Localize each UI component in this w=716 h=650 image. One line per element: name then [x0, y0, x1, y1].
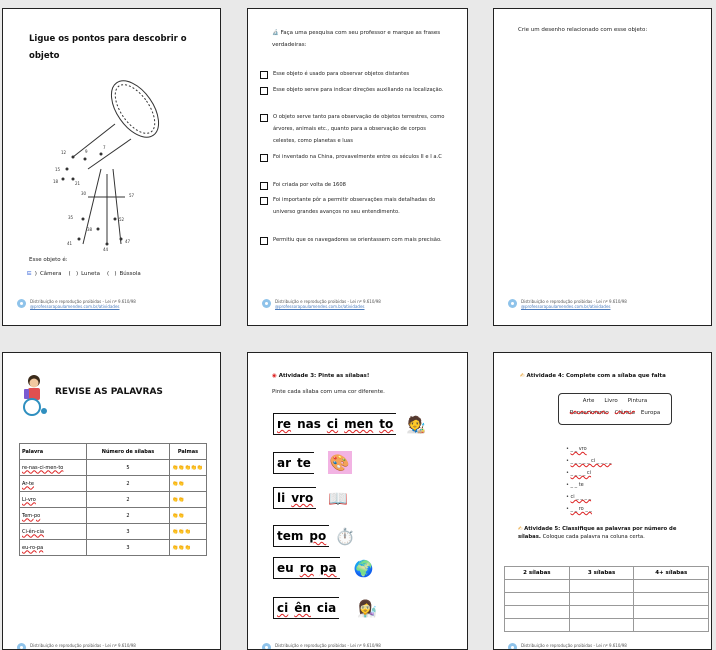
- syllable-box[interactable]: men: [341, 414, 377, 434]
- clap-icons: 👏👏: [170, 508, 207, 524]
- footer-link[interactable]: @professorapaulamendes.com.br/atividades: [275, 304, 365, 309]
- activity-instruction: Pinte cada sílaba com uma cor diferente.: [272, 389, 385, 395]
- svg-text:44: 44: [103, 247, 109, 252]
- statement-row[interactable]: Esse objeto é usado para observar objetos distantes: [260, 68, 450, 80]
- option-mark: ⋿: [27, 271, 32, 277]
- syllable-word-row: [273, 451, 352, 474]
- pencil-icon: ✍: [520, 373, 525, 379]
- syllable-box[interactable]: re: [274, 414, 295, 434]
- page-footer: Distribuição e reprodução proibidas - Lei nº 9.610/98: [508, 643, 627, 650]
- answer-cell[interactable]: [505, 593, 570, 606]
- statement-checkbox[interactable]: [260, 114, 268, 122]
- copyright-icon: [508, 643, 517, 650]
- word-bank-item: Europa: [640, 410, 661, 416]
- answer-cell[interactable]: [505, 606, 570, 619]
- table-row: Ci-ên-cia 3 👏👏👏: [20, 524, 207, 540]
- svg-text:30: 30: [81, 191, 87, 196]
- syllable-box[interactable]: ar: [274, 453, 295, 473]
- page-footer: Distribuição e reprodução proibidas - Lei nº 9.610/98 @professorapaulamendes.com.br/atividades: [508, 299, 627, 309]
- page-footer: Distribuição e reprodução proibidas - Lei nº 9.610/98: [17, 643, 136, 650]
- worksheet-page-3: [493, 8, 712, 326]
- syllable-box[interactable]: vro: [288, 488, 316, 508]
- table-row: re-nas-ci-men-to 5 👏👏👏👏👏: [20, 460, 207, 476]
- column-header: Palavra: [20, 444, 87, 460]
- pencil-icon: ✍: [518, 526, 523, 532]
- clap-icons: 👏👏: [170, 476, 207, 492]
- table-row: [505, 619, 709, 632]
- palette-icon: 🎨: [329, 453, 350, 472]
- drawing-area[interactable]: [508, 41, 698, 291]
- syllable-box[interactable]: to: [376, 414, 396, 434]
- dot-to-dot-telescope-drawing: [43, 79, 183, 254]
- svg-text:21: 21: [75, 181, 81, 186]
- word-bank: [558, 393, 672, 425]
- footer-link[interactable]: @professorapaulamendes.com.br/atividades: [30, 304, 120, 309]
- syllable-word-row: [273, 413, 426, 435]
- drawing-instruction: Crie um desenho relacionado com esse objeto:: [518, 27, 648, 33]
- table-row: eu-ro-pa 3 👏👏👏: [20, 540, 207, 556]
- stopwatch-icon: ⏱️: [335, 526, 356, 546]
- syllable-box[interactable]: ên: [291, 598, 315, 618]
- word-review-table: [19, 443, 207, 556]
- copyright-icon: [262, 299, 271, 308]
- blank-item[interactable]: • ci _ _ _ _: [566, 494, 592, 500]
- option-camera[interactable]: Câmera: [39, 271, 62, 277]
- syllable-box[interactable]: eu: [274, 558, 298, 578]
- table-row: [505, 580, 709, 593]
- option-bussola[interactable]: Bússola: [119, 271, 141, 277]
- blank-item[interactable]: • _ _ _ _ ci: [566, 470, 592, 476]
- syllable-word-row: [273, 525, 355, 547]
- statement-row[interactable]: Foi criada por volta de 1608: [260, 179, 450, 191]
- svg-text:41: 41: [67, 241, 73, 246]
- answer-cell[interactable]: [505, 580, 570, 593]
- table-row: Li-vro 2 👏👏: [20, 492, 207, 508]
- blank-item[interactable]: • _ _ te: [566, 482, 584, 488]
- answer-cell[interactable]: [634, 606, 709, 619]
- activity-title: ◉ Atividade 3: Pinte as sílabas!: [272, 373, 370, 379]
- scientist-icon: 👩‍🔬: [357, 598, 378, 618]
- table-row: Ar-te 2 👏👏: [20, 476, 207, 492]
- syllable-box[interactable]: po: [306, 526, 329, 546]
- table-row: [505, 593, 709, 606]
- classification-table: [504, 566, 709, 632]
- column-header: Palmas: [170, 444, 207, 460]
- answer-options: ⋿ ) Câmera ( ) Luneta ( ) Bússola: [27, 271, 141, 277]
- page-title: Ligue os pontos para descobrir o objeto: [29, 34, 187, 61]
- syllable-word-row: [273, 557, 373, 579]
- clap-icons: 👏👏👏: [170, 540, 207, 556]
- blank-item[interactable]: • _ _ _ _ _ ci _ _ _ _: [566, 458, 612, 464]
- clap-icons: 👏👏👏: [170, 524, 207, 540]
- copyright-icon: [508, 299, 517, 308]
- page-footer: Distribuição e reprodução proibidas - Lei nº 9.610/98 @professorapaulamendes.com.br/atividades: [17, 299, 136, 309]
- syllable-word-row: [273, 487, 348, 509]
- worksheet-page-4: [2, 352, 221, 650]
- statement-row[interactable]: Permitiu que os navegadores se orientassem com mais precisão.: [260, 234, 450, 246]
- answer-cell[interactable]: [634, 619, 709, 632]
- syllable-box[interactable]: ci: [324, 414, 342, 434]
- answer-cell[interactable]: [505, 619, 570, 632]
- activity-5-title: ✍ Atividade 5: Classifique as palavras por número de sílabas. Coloque cada palavra na coluna certa.: [518, 526, 677, 540]
- svg-text:47: 47: [125, 239, 131, 244]
- word-bank-item: Ciência: [614, 410, 635, 416]
- column-header: Número de sílabas: [87, 444, 170, 460]
- answer-cell[interactable]: [634, 593, 709, 606]
- option-luneta[interactable]: Luneta: [81, 271, 100, 277]
- copyright-icon: [262, 643, 271, 650]
- book-icon: 📖: [328, 488, 349, 508]
- statement-checkbox[interactable]: [260, 237, 268, 245]
- statement-row[interactable]: Esse objeto serve para indicar direções auxiliando na localização.: [260, 84, 450, 96]
- worksheet-page-5: [247, 352, 468, 650]
- page-title: REVISE AS PALAVRAS: [55, 387, 163, 397]
- svg-text:9: 9: [85, 149, 88, 154]
- syllable-box[interactable]: cia: [314, 598, 339, 618]
- page-footer: Distribuição e reprodução proibidas - Lei nº 9.610/98 @professorapaulamendes.com.br/atividades: [262, 299, 381, 309]
- statement-checkbox[interactable]: [260, 71, 268, 79]
- blank-item[interactable]: • _ _ ro _ _: [566, 506, 592, 512]
- worksheet-page-2: [247, 8, 468, 326]
- svg-text:15: 15: [55, 167, 61, 172]
- answer-cell[interactable]: [569, 606, 634, 619]
- svg-text:57: 57: [129, 193, 135, 198]
- word-bank-item: Livro: [604, 398, 618, 404]
- svg-text:12: 12: [61, 150, 67, 155]
- syllable-box[interactable]: nas: [294, 414, 325, 434]
- research-instruction: 🔬 Faça uma pesquisa com seu professor e marque as frases verdadeiras:: [272, 30, 441, 48]
- answer-cell[interactable]: [569, 619, 634, 632]
- statement-row[interactable]: Foi importante pôr a permitir observações mais detalhadas do universo grandes avanços no seu entendimento.: [260, 194, 450, 218]
- copyright-icon: [17, 643, 26, 650]
- worksheet-page-6: [493, 352, 712, 650]
- word-bank-item: Renascimento: [569, 410, 609, 416]
- statement-row[interactable]: O objeto serve tanto para observação de objetos terrestres, como árvores, animais etc., quanto para a observação de corpos celestes, como planetas e luas: [260, 111, 450, 147]
- svg-text:35: 35: [68, 215, 74, 220]
- statement-row[interactable]: Foi inventado na China, provavelmente entre os séculos II e I a.C: [260, 151, 450, 163]
- copyright-icon: [17, 299, 26, 308]
- syllable-box[interactable]: ro: [297, 558, 318, 578]
- svg-text:18: 18: [53, 179, 59, 184]
- student-wheelchair-illustration: [19, 373, 49, 417]
- page-footer: Distribuição e reprodução proibidas - Lei nº 9.610/98: [262, 643, 381, 650]
- syllable-box[interactable]: li: [274, 488, 289, 508]
- column-header: 3 sílabas: [569, 567, 634, 580]
- research-icon: 🔬: [272, 30, 279, 36]
- column-header: 2 sílabas: [505, 567, 570, 580]
- answer-cell[interactable]: [569, 580, 634, 593]
- globe-icon: 🌍: [353, 558, 374, 578]
- syllable-box[interactable]: tem: [274, 526, 307, 546]
- column-header: 4+ sílabas: [634, 567, 709, 580]
- syllable-word-row: [273, 597, 377, 619]
- svg-text:38: 38: [87, 227, 93, 232]
- svg-text:7: 7: [103, 145, 106, 150]
- fill-blank-list: [566, 443, 612, 515]
- syllable-box[interactable]: te: [294, 453, 314, 473]
- painter-icon: 🧑‍🎨: [406, 414, 427, 434]
- worksheet-page-1: [2, 8, 221, 326]
- syllable-box[interactable]: ci: [274, 598, 292, 618]
- answer-cell[interactable]: [569, 593, 634, 606]
- question-label: Esse objeto é:: [29, 257, 68, 263]
- table-row: [505, 606, 709, 619]
- clap-icons: 👏👏: [170, 492, 207, 508]
- blank-item[interactable]: • _ _ vro: [566, 446, 587, 452]
- answer-cell[interactable]: [634, 580, 709, 593]
- footer-link[interactable]: @professorapaulamendes.com.br/atividades: [521, 304, 611, 309]
- table-row: Tem-po 2 👏👏: [20, 508, 207, 524]
- word-bank-item: Arte: [582, 398, 595, 404]
- statement-checkbox[interactable]: [260, 87, 268, 95]
- target-icon: ◉: [272, 373, 277, 379]
- statement-checkbox[interactable]: [260, 154, 268, 162]
- svg-text:52: 52: [119, 217, 125, 222]
- word-bank-item: Pintura: [627, 398, 648, 404]
- syllable-box[interactable]: pa: [317, 558, 340, 578]
- activity-4-title: ✍ Atividade 4: Complete com a sílaba que falta: [520, 373, 666, 379]
- clap-icons: 👏👏👏👏👏: [170, 460, 207, 476]
- statement-checkbox[interactable]: [260, 182, 268, 190]
- statement-checkbox[interactable]: [260, 197, 268, 205]
